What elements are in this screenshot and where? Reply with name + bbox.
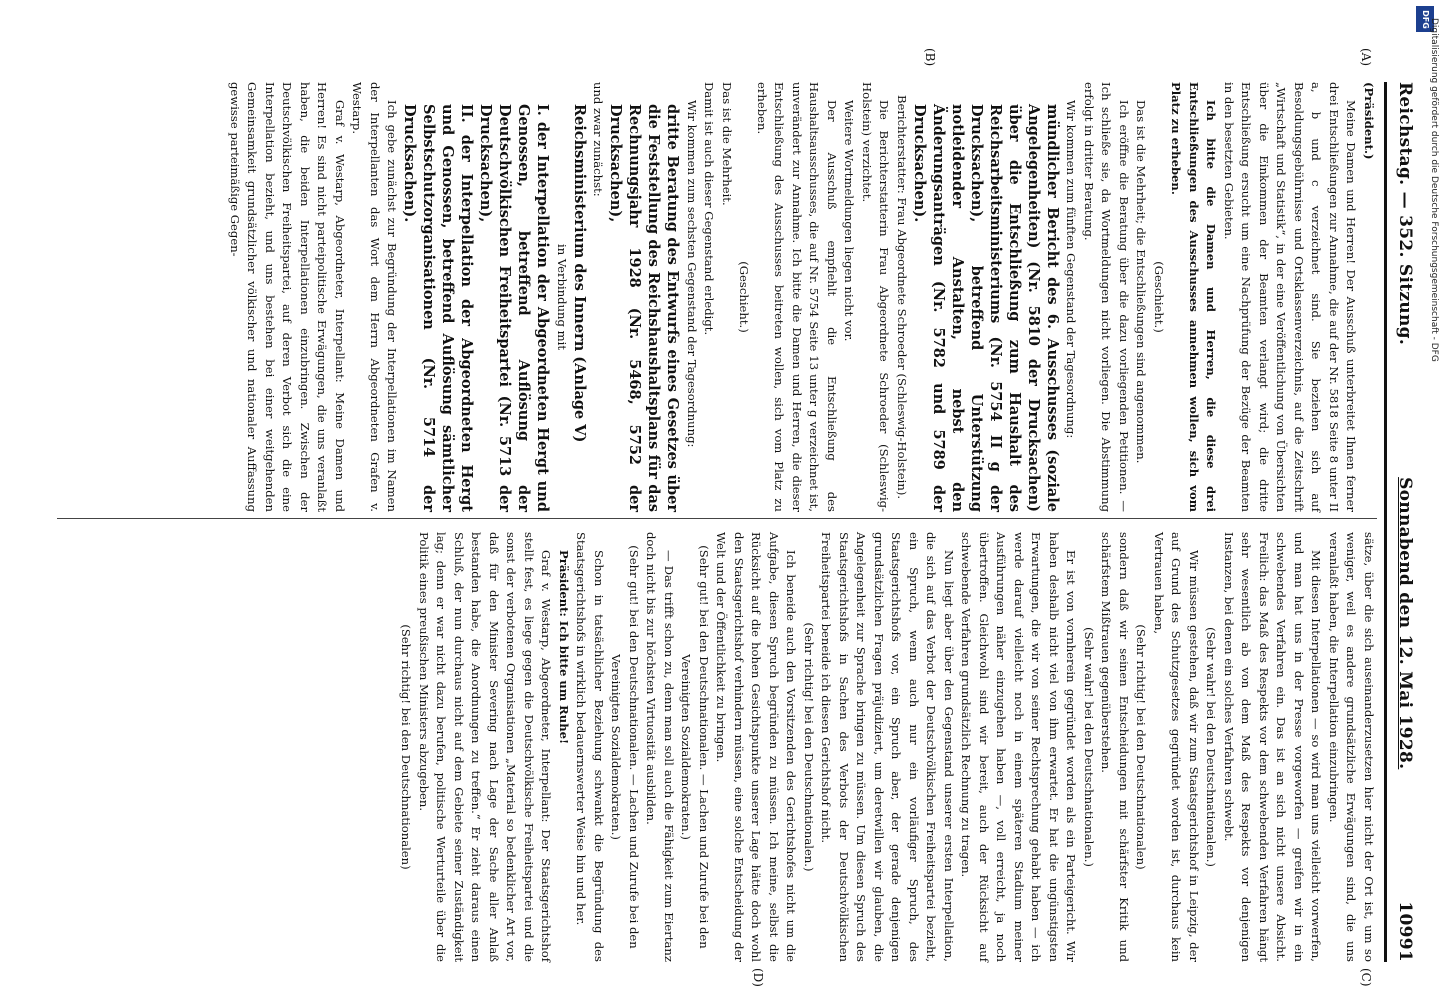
paragraph: Die Berichterstatterin Frau Abgeordnete Schroeder (Schleswig-Holstein) verzichtet. [860,82,892,512]
left-column [57,82,1377,512]
president-remark: Präsident: Ich bitte um Ruhe! [557,550,571,745]
paragraph: Wir kommen zum fünften Gegenstand der Tagesordnung: [1064,100,1079,439]
paragraph: Damit ist auch dieser Gegenstand erledigt. [702,82,717,336]
paragraph: in Verbindung mit [555,244,569,350]
margin-marker-d: (D) [751,968,765,987]
margin-marker-c: (C) [1359,968,1373,987]
interpellation-item: I. der Interpellation der Abgeordneten Hergt und Genossen, betreffend Auflösung der Deutschvölkischen Freiheitspartei (Nr. 5713 der Drucksachen), [477,104,552,512]
paragraph: sondern daß wir seinen Entscheidungen mit schärfster Kritik und schärfstem Mißtrauen gegenüberstehen. [1099,532,1131,962]
paragraph: Wir müssen gestehen, daß wir zum Staatsgerichtshof in Leipzig, der auf Grund des Schutzgesetzes gegründet worden ist, durchaus kein Vertrauen haben, [1152,532,1201,962]
margin-marker-a: (A) [1359,48,1373,67]
paragraph: Weitere Wortmeldungen liegen nicht vor. [842,100,857,342]
page-number: 10991 [1395,901,1415,962]
agenda-subitem: Reichsministerium des Innern (Anlage V) [571,104,588,443]
header-left: Reichstag. — 352. Sitzung. [1395,82,1415,346]
paragraph: Mit diesen Interpellationen — so wird man uns vielleicht vorwerfen, und man hat uns in der Presse vorgeworfen — greifen wir in ein schwebendes Verfahren ein. Das ist an sich nicht unsere Absicht. Freilich: das Maß des Respekts vor dem schwebenden Verfahren hängt sehr wesentlich ab von dem Maß des Respekts vor denjenigen Instanzen, bei denen ein solches Verfahren schwebt. [1222,532,1324,962]
header-date: Sonnabend den 12. Mai 1928. [1395,477,1415,770]
column-divider [57,518,1377,519]
page-header [1389,82,1421,962]
agenda-item: mündlicher Bericht des 6. Ausschusses (soziale Angelegenheiten) (Nr. 5810 der Drucksachen) über die Entschließung zum Haushalt des Reichsarbeitsministeriums (Nr. 5754 II g der Drucksachen), betreffend Unterstützung notleidender Anstalten, nebst den Änderungsanträgen (Nr. 5782 und 5789 der Drucksachen). [911,104,1061,512]
newspaper-page [51,46,1421,986]
interjection: (Sehr richtig! bei den Deutschnationalen) [1134,624,1149,870]
paragraph: Wir kommen zum sechsten Gegenstand der Tagesordnung: [685,100,699,448]
interjection: (Sehr gut! bei den Deutschnationalen. — Lachen und Zurufe bei den Vereinigten Sozialdemokraten.) [609,545,641,949]
header-rule [1384,82,1387,962]
paragraph: Schon in tatsächlicher Beziehung schwankt die Begründung des Staatsgerichtshofs in wirklich bedauernswerter Weise hin und her. [574,532,606,962]
paragraph: Ich bitte die Damen und Herren, die diese drei Entschließungen des Ausschusses annehmen wollen, sich vom Platz zu erheben. [1169,82,1219,512]
paragraph: (Präsident.) [1362,82,1376,160]
speech-paragraph: Graf v. Westarp, Abgeordneter, Interpellant: Der Staatsgerichtshof stellt fest, es liege gegen die Deutschvölkische Freiheitspartei und die sonst der verbotenen Organisationen „Material so bedenklicher Art vor, daß für den Minister Severing nach Lage der Sache aller Anlaß bestanden habe, die Anordnungen zu treffen.“ Er zieht daraus einen Schluß, der nun durchaus nicht auf dem Gebiete seiner Zuständigkeit lag; denn er war nicht dazu berufen, politische Werturteile über die Politik eines preußischen Ministers abzugeben. [417,532,554,962]
credit-text: Digitalisierung gefördert durch die Deutsche Forschungsgemeinschaft - DFG [1429,18,1439,362]
paragraph: Das ist die Mehrheit; die Entschließungen sind angenommen. [1134,100,1149,464]
paragraph: Ich gebe zunächst zur Begründung der Interpellationen im Namen der Interpellanten das Wort dem Herrn Abgeordneten Grafen v. Westarp. [350,82,400,512]
paragraph: Ich beneide auch den Vorsitzenden des Gerichtshofes nicht um die Aufgabe, diesen Spruch begründen zu müssen. Ich meine, selbst die Rücksicht auf die hohen Gesichtspunkte unserer Lage hätte doch wohl den Staatsgerichtshof verhindern müssen, eine solche Entscheidung der Welt und der Öffentlichkeit zu bringen. [714,532,799,962]
speech-paragraph: Graf v. Westarp, Abgeordneter, Interpellant: Meine Damen und Herren! Es sind nicht parteipolitische Erwägungen, die uns veranlaßt haben, die beiden Interpellationen einzubringen. Zwischen der Deutschvölkischen Freiheitspartei, auf deren Verbot sich die eine Interpellation bezieht, und uns bestehen bei einer weitgehenden Gemeinsamkeit grundsätzlicher völkischer und nationaler Auffassung gewisse parteimäßige Gegen- [228,82,347,512]
dfg-logo-icon: DFG [1416,6,1434,32]
interpellation-item: II. der Interpellation der Abgeordneten Hergt und Genossen, betreffend Auflösung sämtlicher Selbstschutzorganisationen (Nr. 5714 der Drucksachen). [401,104,476,512]
paragraph: sätze, über die sich auseinanderzusetzen hier nicht der Ort ist, um so weniger, weil es andere grundsätzliche Erwägungen sind, die uns veranlaßt haben, die Interpellation einzubringen. [1327,532,1376,962]
interjection: (Sehr gut! bei den Deutschnationalen. — Lachen und Zurufe bei den Vereinigten Sozialdemokraten.) [679,545,711,949]
interjection: (Geschieht.) [737,261,752,333]
paragraph: Berichterstatter: Frau Abgeordnete Schroeder (Schleswig-Holstein). [895,94,909,500]
interjection: (Sehr wahr! bei den Deutschnationalen.) [1082,627,1096,867]
interjection: (Sehr richtig! bei den Deutschnationalen) [399,624,414,870]
agenda-item: dritte Beratung des Entwurfs eines Gesetzes über die Feststellung des Reichshaushaltsplans für das Rechnungsjahr 1928 (Nr. 5468, 5752 der Drucksachen), [607,104,682,512]
interjection: (Sehr richtig! bei den Deutschnationalen.) [802,622,816,872]
paragraph: und zwar zunächst: [591,82,606,197]
paragraph: Er ist von vornherein gegründet worden als ein Parteigericht. Wir haben deshalb nicht viel von ihm erwartet. Er hat die ungünstigsten Erwartungen, die wir von seiner Rechtsprechung gehabt haben — ich werde darauf vielleicht noch in einem späteren Stadium meiner Ausführungen näher einzugehen haben —, voll erreicht, ja noch übertroffen. Gleichwohl sind wir bereit, auch der Rücksicht auf schwebende Verfahren grundsätzlich Rechnung zu tragen. [959,532,1079,962]
paragraph: Meine Damen und Herren! Der Ausschuß unterbreitet Ihnen ferner drei Entschließungen zur Annahme, die auf der Nr. 5818 Seite 8 unter II a, b und c verzeichnet sind. Sie beziehen sich auf Besoldungsgebührnisse und Ortsklassenverzeichnis, auf die Zeitschrift „Wirtschaft und Statistik“, in der eine Veröffentlichung von Übersichten über die Einkommen der Beamten verlangt wird; die dritte Entschließung ersucht um eine Nachprüfung der Bezüge der Beamten in den besetzten Gebieten. [1222,82,1359,512]
paragraph: Nun liegt aber über den Gegenstand unserer ersten Interpellation, die sich auf das Verbot der Deutschvölkischen Freiheitspartei bezieht, ein Spruch, wenn auch nur ein vorläufiger Spruch, des Staatsgerichtshofs vor, ein Spruch aber, der gerade denjenigen grundsätzlichen Fragen präjudiziert, um deretwillen wir glauben, die Angelegenheit zur Sprache bringen zu müssen. Um diesen Spruch des Staatsgerichtshofs in Sachen des Verbots der Deutschvölkischen Freiheitspartei beneide ich diesen Gerichtshof nicht. [819,532,956,962]
paragraph: — Das trifft schon zu, denn man soll auch die Fähigkeit zum Eiertanz doch nicht bis zur höchsten Virtuosität ausbilden. [644,532,676,962]
right-column [57,532,1377,962]
paragraph: Ich eröffne die Beratung über die dazu vorliegenden Petitionen. — Ich schließe sie, da Wortmeldungen nicht vorliegen. Die Abstimmung erfolgt in dritter Beratung. [1082,82,1131,512]
margin-marker-b: (B) [923,48,937,67]
paragraph: Das ist die Mehrheit. [720,82,734,206]
paragraph: Der Ausschuß empfiehlt die Entschließung des Haushaltsausschusses, die auf Nr. 5754 Seite 13 unter g verzeichnet ist, unverändert zur Annahme. Ich bitte die Damen und Herren, die dieser Entschließung des Ausschusses beitreten wollen, sich vom Platz zu erheben. [755,82,839,512]
interjection: (Sehr wahr! bei den Deutschnationalen.) [1204,627,1219,867]
digitization-credit [1421,18,1439,978]
interjection: (Geschieht.) [1152,261,1166,333]
